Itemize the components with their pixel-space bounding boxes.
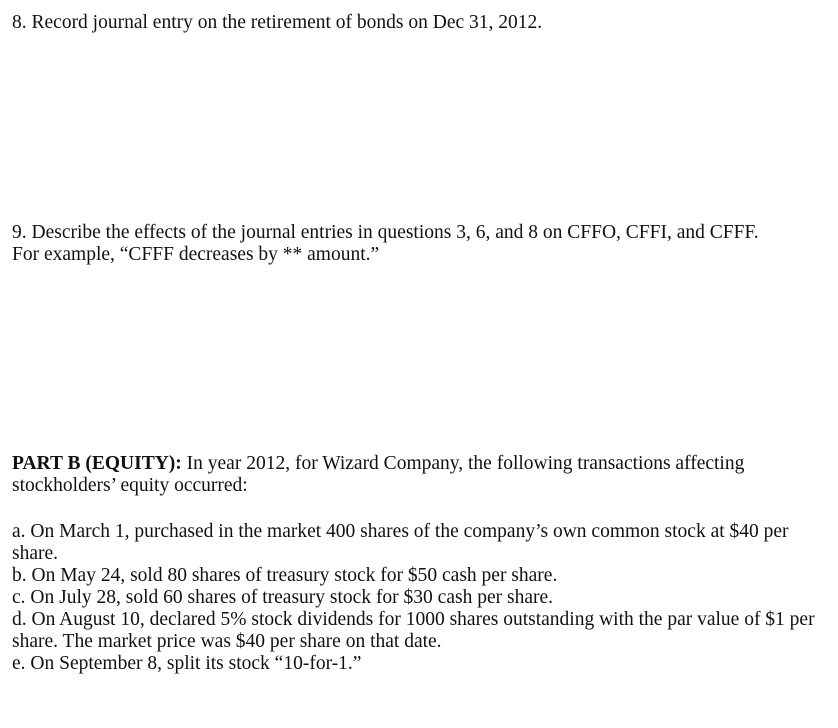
question-9 — [12, 222, 818, 266]
transaction-a: a. On March 1, purchased in the market 400 shares of the company’s own common stock at $40 per share. — [12, 521, 789, 564]
part-b-intro-text: In year 2012, for Wizard Company, the following transactions affecting stockholders’ equity occurred: — [12, 453, 745, 496]
part-b-heading: PART B (EQUITY): — [12, 453, 182, 474]
question-9-line-2: For example, “CFFF decreases by ** amount.” — [12, 244, 380, 265]
transaction-e: e. On September 8, split its stock “10-for-1.” — [12, 653, 362, 674]
question-9-line-1: 9. Describe the effects of the journal entries in questions 3, 6, and 8 on CFFO, CFFI, and CFFF. — [12, 222, 759, 243]
transaction-b: b. On May 24, sold 80 shares of treasury stock for $50 cash per share. — [12, 565, 558, 586]
transaction-list — [12, 521, 818, 675]
question-8: 8. Record journal entry on the retirement of bonds on Dec 31, 2012. — [12, 12, 543, 33]
transaction-d: d. On August 10, declared 5% stock dividends for 1000 shares outstanding with the par value of $1 per share. The market price was $40 per share on that date. — [12, 609, 815, 652]
transaction-c: c. On July 28, sold 60 shares of treasury stock for $30 cash per share. — [12, 587, 553, 608]
part-b-intro — [12, 453, 818, 497]
